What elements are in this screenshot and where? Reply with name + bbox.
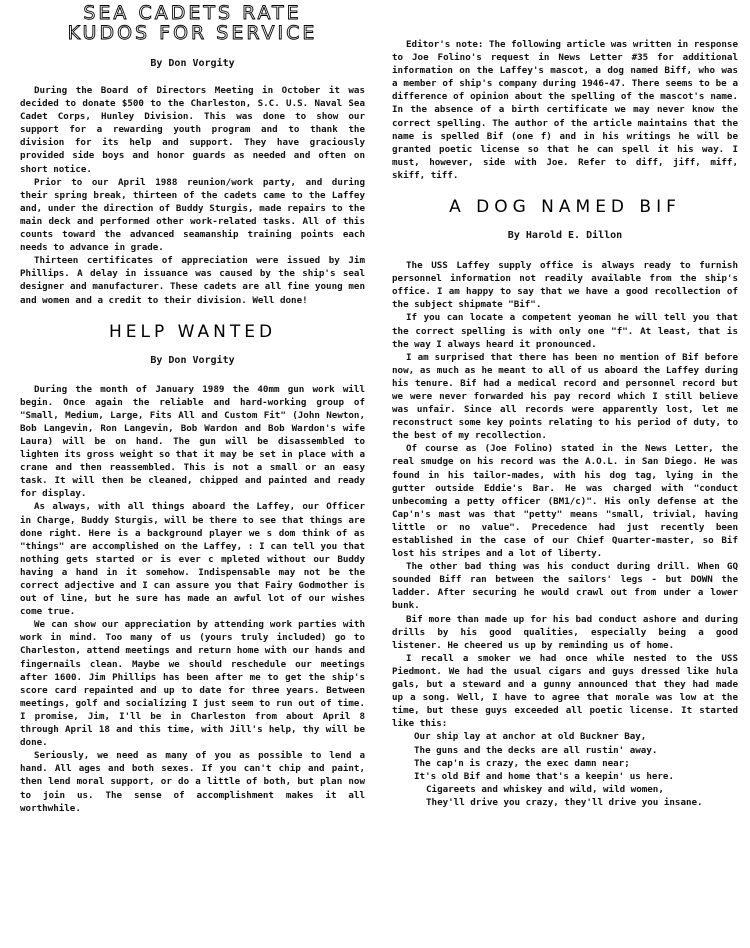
article-paragraph: Of course as (Joe Folino) stated in the News Letter, the real smudge on his record was the A.O.L. in San Diego. He was found in his tailor-mades, with his dog tag, lying in the gutter outside Eddie's Bar. He was charged with "conduct unbecoming a petty officer (BM1/c)". His only defense at the Cap'n's mast was that "petty" means "small, trivial, having little or no value". Precedence had just recently been established in the case of our Chief Quarter-master, so Bif lost his stripes and a lot of liberty. [392, 443, 738, 560]
article-paragraph: Seriously, we need as many of you as possible to lend a hand. All ages and both sexes. If you can't chip and paint, then lend moral support, or do a little of both, but plan now to join us. The sense of accomplishment makes it all worthwhile. [20, 750, 365, 814]
verse-line: The guns and the decks are all rustin' away. [414, 744, 658, 756]
article-paragraph: If you can locate a competent yeoman he will tell you that the correct spelling is with only one "f". At least, that is the way I always heard it pronounced. [392, 312, 738, 350]
left-column [20, 0, 365, 815]
article-title: HELP WANTED [108, 321, 277, 342]
verse-line: The cap'n is crazy, the exec damn near; [414, 757, 630, 769]
article-paragraph: I am surprised that there has been no mention of Bif before now, as much as he meant to all of us aboard the Laffey during his tenure. Bif had a medical record and personnel record but we were never forwarded his pay record which I still believe was unfair. Since all records were apparently lost, let me reconstruct some key points relating to his period of duty, to the best of my recollection. [392, 351, 738, 442]
article-byline: By Harold E. Dillon [507, 230, 623, 242]
article-paragraph: The USS Laffey supply office is always ready to furnish personnel information not readily available from the ship's office. I am happy to say that we have a good recollection of the subject shipmate "Bif". [392, 260, 738, 311]
article-title-line1: SEA CADETS RATE [83, 2, 302, 24]
article-paragraph: During the Board of Directors Meeting in October it was decided to donate $500 to the Charleston, S.C. U.S. Naval Sea Cadet Corps, Hunley Division. This was done to show our support for a rewarding youth program and to thank the division for its help and support. They have graciously provided side boys and honor guards as needed and often on short notice. [20, 85, 365, 175]
article-dog-named-bif [392, 196, 738, 809]
article-paragraph: Bif more than made up for his bad conduct ashore and during drills by his good qualities, especially being a good listener. He cheered us up by reminding us of home. [392, 613, 738, 651]
article-paragraph: I recall a smoker we had once while nested to the USS Piedmont. We had the usual cigars and guys dressed like hula gals, but a steward and a gunny announced that they had made up a song. Well, I have to agree that morale was low at the time, but these guys exceeded all poetic license. It started like this: [392, 652, 738, 730]
article-title-line2: KUDOS FOR SERVICE [67, 22, 318, 44]
article-sea-cadets [20, 3, 365, 307]
article-title: A DOG NAMED BIF [449, 197, 681, 218]
right-column [392, 0, 738, 809]
editors-note: Editor's note: The following article was written in response to Joe Folino's request in News Letter #35 for additional information on the Laffey's mascot, a dog named Biff, who was a member of ship's company during 1946-47. There seems to be a difference of opinion about the spelling of the mascot's name. In the absence of a birth certificate we may never know the correct spelling. The author of the article maintains that the name is spelled Bif (one f) and in his writings he will be granted poetic license so that he can spell it his way. I must, however, side with Joe. Refer to diff, jiff, miff, skiff, tiff. [392, 39, 738, 181]
article-byline: By Don Vorgity [150, 58, 235, 69]
article-paragraph: Prior to our April 1988 reunion/work party, and during their spring break, thirteen of the cadets came to the Laffey and, under the direction of Buddy Sturgis, made repairs to the main deck and performed other work-related tasks. All of this counts toward the advanced seamanship training points each needs to advance in grade. [20, 176, 365, 254]
article-paragraph: The other bad thing was his conduct during drill. When GQ sounded Biff ran between the sailors' legs - but DOWN the ladder. After securing he would crawl out from under a lower bunk. [392, 561, 738, 612]
article-paragraph: We can show our appreciation by attending work parties with work in mind. Too many of us (yours truly included) go to Charleston, attend meetings and return home with our hands and fingernails clean. Maybe we should reschedule our meetings after 1600. Jim Phillips has been after me to get the ship's score card repainted and up to date for three years. Between meetings, golf and socializing I just seem to run out of time. I promise, Jim, I'll be in Charleston from about April 8 through April 18 and this time, with Jill's help, thy will be done. [20, 619, 365, 749]
article-byline: By Don Vorgity [150, 354, 235, 366]
verse-line: They'll drive you crazy, they'll drive you insane. [426, 796, 703, 808]
article-help-wanted [20, 321, 365, 815]
article-paragraph: As always, with all things aboard the Laffey, our Officer in Charge, Buddy Sturgis, will be there to see that things are done right. Here is a background player we s dom think of as "things" are accomplished on the Laffey, : I can tell you that nothing gets started or is ever c mpleted without our Buddy having a hand in it somehow. Indispensable may not be the correct adjective and I can assure you that Fairy Godmother is out of line, but he sure has made an awful lot of our wishes come true. [20, 501, 365, 618]
verse-line: Cigareets and whiskey and wild, wild women, [426, 783, 664, 795]
verse-line: Our ship lay at anchor at old Buckner Bay, [414, 731, 647, 743]
article-paragraph: Thirteen certificates of appreciation were issued by Jim Phillips. A delay in issuance was caused by the ship's seal designer and manufacturer. These cadets are all fine young men and women and a credit to their division. Well done! [20, 255, 365, 306]
song-verse [392, 730, 738, 809]
article-paragraph: During the month of January 1989 the 40mm gun work will begin. Once again the reliable and hard-working group of "Small, Medium, Large, Fits All and Custom Fit" (John Newton, Bob Langevin, Ron Langevin, Bob Wardon and Bob Wardon's wife Laura) will be on hand. The gun will be disassembled to lighten its gross weight so that it may be set in place with a crane and then reassembled. This is not a small or an easy task. It will then be cleaned, chipped and painted and ready for display. [20, 383, 365, 500]
verse-line: It's old Bif and home that's a keepin' us here. [414, 770, 674, 782]
